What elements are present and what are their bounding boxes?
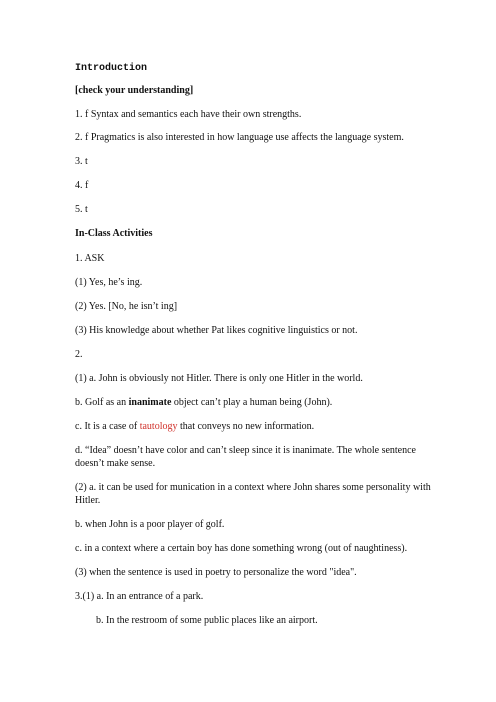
activity-2-2a: (2) a. it can be used for munication in a context where John shares some personality with Hitler. [75,482,431,506]
section-header-check: [check your understanding] [75,85,194,96]
activity-1-item-1: (1) Yes, he’s ing. [75,277,143,288]
page-title: Introduction [75,63,148,74]
activity-2-1c-keyword: tautology [139,421,178,432]
activity-2-1a: (1) a. John is obviously not Hitler. There is only one Hitler in the world. [75,373,363,384]
activity-2-1c-text-post: that conveys no new information. [177,421,315,432]
activity-2-1b [75,396,436,409]
activity-2-1c [75,420,436,433]
activity-2-2b: b. when John is a poor player of golf. [75,519,225,530]
activity-2-1b-text-post: object can’t play a human being (John). [171,397,333,408]
activity-1-title: 1. ASK [75,253,105,264]
activity-3-1a: 3.(1) a. In an entrance of a park. [75,591,204,602]
activity-3-1b: b. In the restroom of some public places like an airport. [96,615,318,626]
activity-2-2c: c. in a context where a certain boy has done something wrong (out of naughtiness). [75,543,408,554]
activity-2-1c-text-pre: c. It is a case of [75,421,140,432]
check-item-1: 1. f Syntax and semantics each have their own strengths. [75,109,302,120]
activity-1-item-2: (2) Yes. [No, he isn’t ing] [75,301,178,312]
activity-2-3: (3) when the sentence is used in poetry to personalize the word "idea". [75,567,357,578]
activity-2-title: 2. [75,349,83,360]
check-item-4: 4. f [75,180,89,191]
activity-2-1b-keyword: inanimate [128,397,172,408]
activity-2-1d: d. “Idea” doesn’t have color and can’t sleep since it is inanimate. The whole sentence doesn’t make sense. [75,445,416,469]
activity-1-item-3: (3) His knowledge about whether Pat likes cognitive linguistics or not. [75,325,358,336]
section-header-activities: In-Class Activities [75,228,153,239]
check-item-2: 2. f Pragmatics is also interested in how language use affects the language system. [75,132,404,143]
check-item-5: 5. t [75,204,88,215]
check-item-3: 3. t [75,156,88,167]
activity-2-1b-text-pre: b. Golf as an [75,397,129,408]
